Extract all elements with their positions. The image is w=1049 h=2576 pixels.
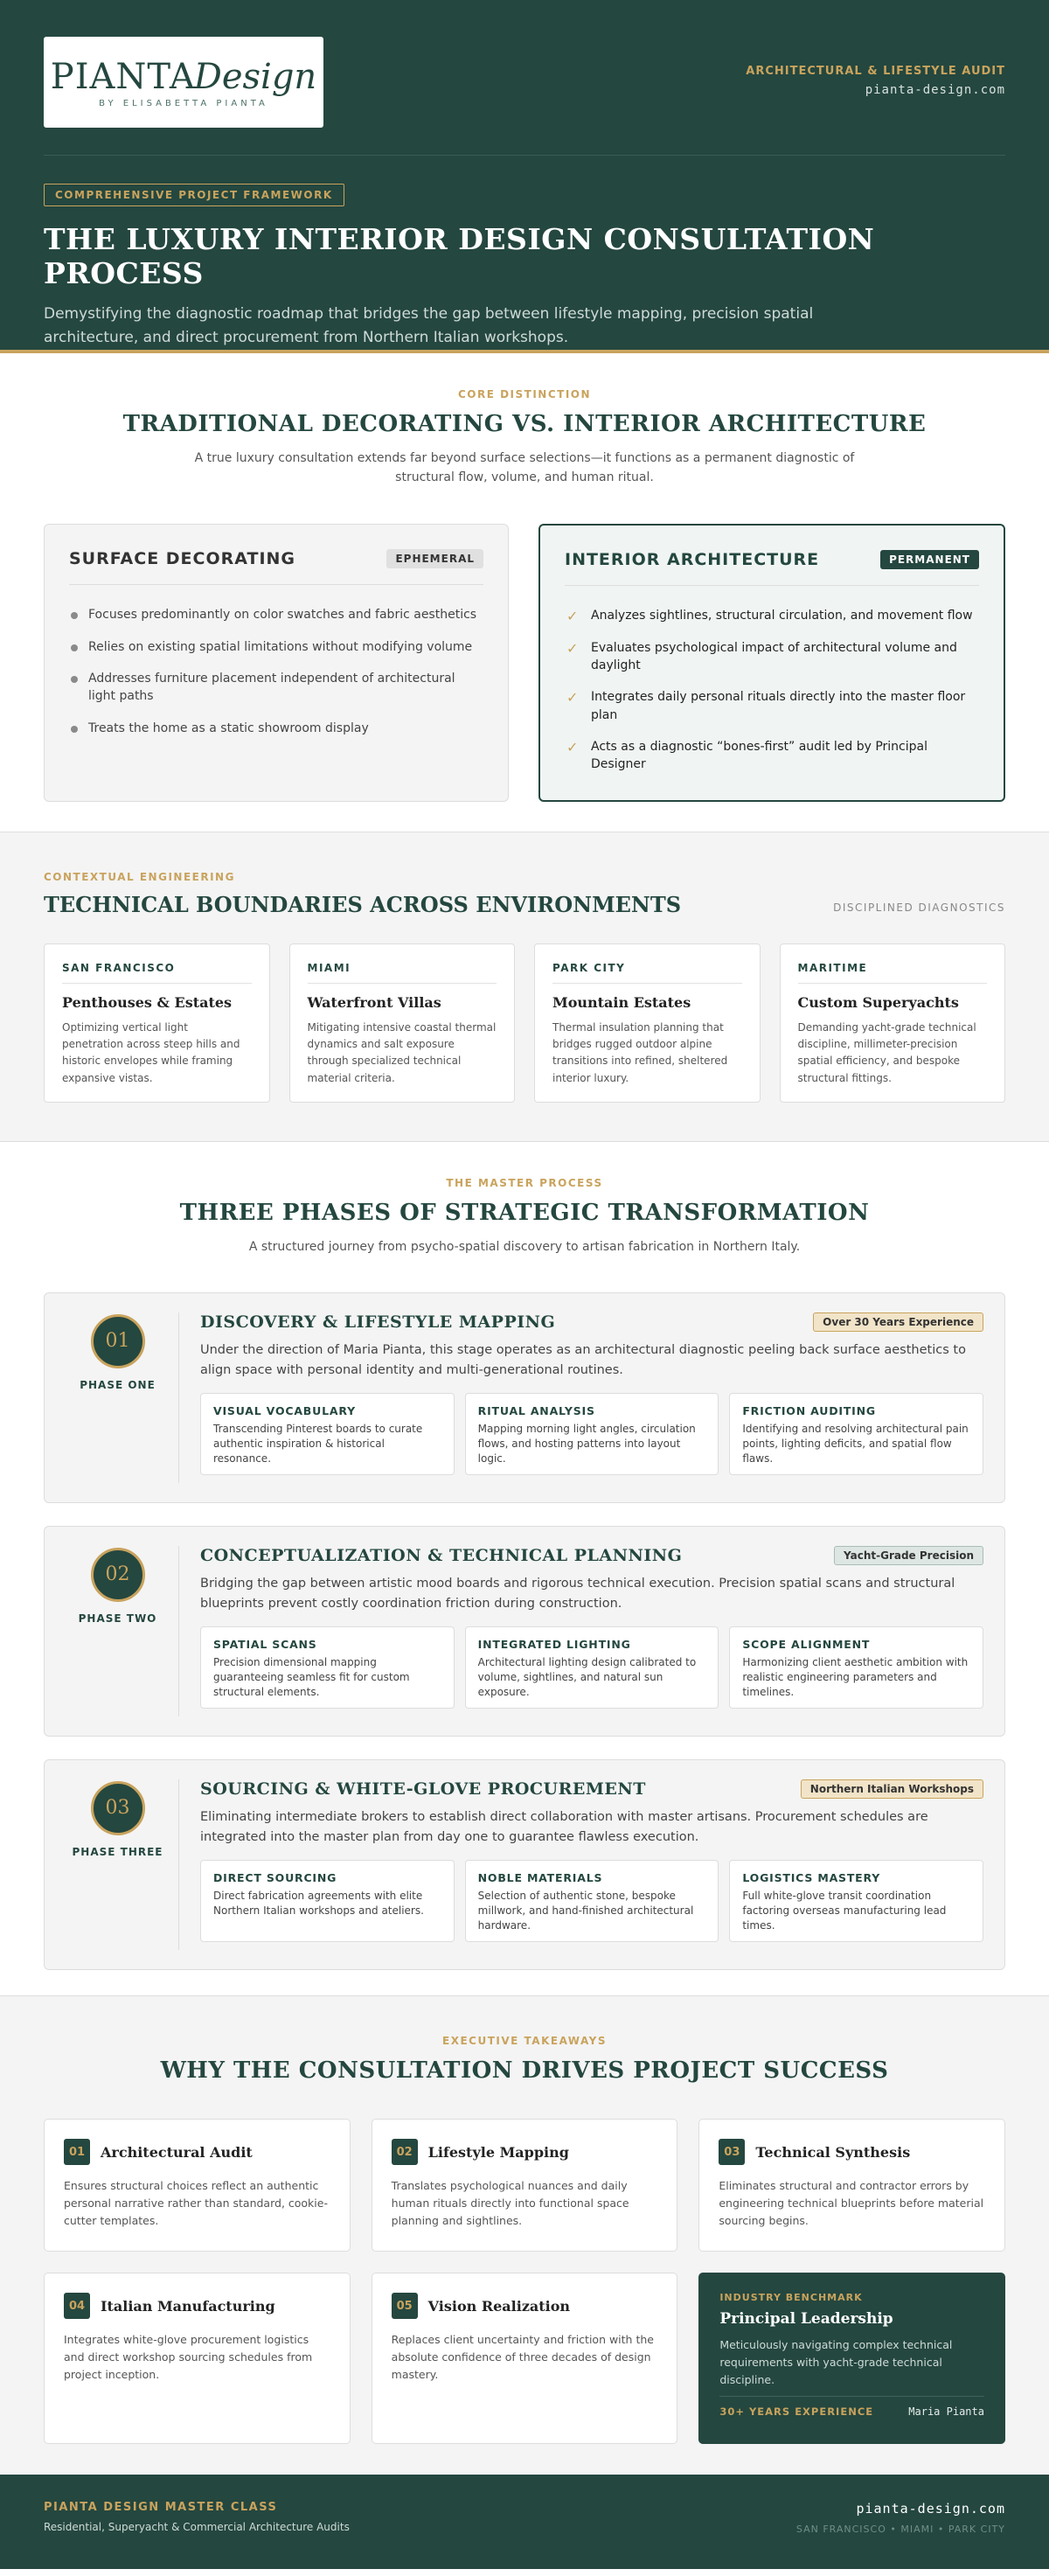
subitem-desc: Harmonizing client aesthetic ambition with realistic engineering parameters and timelines.: [742, 1656, 969, 1698]
phase-desc: Under the direction of Maria Pianta, this stage operates as an architectural diagnostic peeling back surface aesthetics to align space with personal identity and multi-generational routines.: [200, 1342, 966, 1377]
environments-eyebrow: CONTEXTUAL ENGINEERING: [44, 871, 235, 883]
footer-locations: SAN FRANCISCO • MIAMI • PARK CITY: [795, 2524, 1005, 2535]
phase-list: [44, 1292, 1005, 1970]
subitem-desc: Precision dimensional mapping guaranteeing seamless fit for custom structural elements.: [213, 1656, 410, 1698]
hero-top-bar: [44, 37, 1005, 156]
brand-logo[interactable]: [44, 37, 323, 128]
subitem-title: VISUAL VOCABULARY: [213, 1404, 356, 1418]
phase-badge: Over 30 Years Experience: [813, 1312, 983, 1332]
phase-marker: [66, 1312, 179, 1483]
phase-subitem: [729, 1626, 983, 1709]
phase-body: [200, 1312, 983, 1483]
page-footer: [0, 2475, 1049, 2569]
phase-label: PHASE TWO: [78, 1612, 157, 1625]
list-item: [565, 738, 979, 774]
phase-title-row: [200, 1779, 983, 1799]
subitem-title: SPATIAL SCANS: [213, 1638, 317, 1652]
phase-subitem: [200, 1860, 455, 1942]
benchmark-title: Principal Leadership: [719, 2310, 893, 2328]
phase-subitem: [729, 1393, 983, 1475]
phase-number: 02: [91, 1548, 145, 1602]
phase-number: 01: [91, 1314, 145, 1368]
environments-header: [44, 871, 1005, 917]
takeaway-desc: Eliminates structural and contractor errors by engineering technical blueprints before material sourcing begins.: [719, 2179, 984, 2227]
phase-subitem: [465, 1393, 719, 1475]
subitem-title: SCOPE ALIGNMENT: [742, 1638, 871, 1652]
subitem-desc: Architectural lighting design calibrated to volume, sightlines, and natural sun exposure.: [477, 1656, 697, 1698]
check-icon: ✓: [566, 738, 579, 755]
check-icon: ✓: [566, 639, 579, 657]
takeaway-card: [44, 2273, 351, 2444]
benchmark-desc: Meticulously navigating complex technical requirements with yacht-grade technical discipline.: [719, 2336, 984, 2397]
environment-desc: Optimizing vertical light penetration across steep hills and historic envelopes while framing expansive vistas.: [62, 1021, 240, 1084]
list-item-text: Analyzes sightlines, structural circulation, and movement flow: [591, 609, 973, 623]
environment-desc: Demanding yacht-grade technical discipline, millimeter-precision spatial efficiency, and bespoke structural fittings.: [797, 1021, 976, 1084]
footer-title: PIANTA DESIGN MASTER CLASS: [44, 2501, 278, 2514]
environment-city: MIAMI: [308, 962, 497, 984]
check-icon: ✓: [566, 689, 579, 707]
phase-card-three: [44, 1759, 1005, 1970]
environments-right-label: DISCIPLINED DIAGNOSTICS: [833, 902, 1005, 914]
footer-subtitle: Residential, Superyacht & Commercial Architecture Audits: [44, 2521, 350, 2533]
takeaway-header: [64, 2139, 330, 2165]
phase-title: CONCEPTUALIZATION & TECHNICAL PLANNING: [200, 1545, 683, 1565]
audit-info: [746, 37, 1005, 97]
takeaway-card: [698, 2119, 1005, 2252]
takeaway-number: 01: [64, 2139, 90, 2165]
takeaway-number: 04: [64, 2293, 90, 2319]
phase-title: SOURCING & WHITE-GLOVE PROCUREMENT: [200, 1779, 646, 1799]
surface-decorating-card: [44, 524, 509, 802]
takeaways-eyebrow: EXECUTIVE TAKEAWAYS: [442, 2035, 607, 2047]
phase-subitems: [200, 1860, 983, 1942]
takeaway-grid: [44, 2119, 1005, 2444]
phase-label: PHASE THREE: [72, 1845, 163, 1858]
benchmark-name: Maria Pianta: [908, 2405, 984, 2418]
takeaway-header: [392, 2139, 658, 2165]
phase-subitem: [729, 1860, 983, 1942]
architecture-card-title: INTERIOR ARCHITECTURE: [565, 550, 820, 570]
takeaway-card: [372, 2273, 678, 2444]
phase-subitem: [200, 1393, 455, 1475]
subitem-title: DIRECT SOURCING: [213, 1871, 337, 1885]
phase-subitem: [465, 1860, 719, 1942]
takeaway-name: Vision Realization: [427, 2297, 571, 2315]
phase-title: DISCOVERY & LIFESTYLE MAPPING: [200, 1312, 556, 1332]
takeaway-name: Architectural Audit: [101, 2143, 253, 2161]
phase-badge: Northern Italian Workshops: [801, 1779, 983, 1799]
list-item: [565, 607, 979, 624]
takeaway-name: Italian Manufacturing: [101, 2297, 275, 2315]
list-item-text: Acts as a diagnostic “bones-first” audit led by Principal Designer: [591, 739, 927, 772]
takeaway-header: [719, 2139, 985, 2165]
page-title: THE LUXURY INTERIOR DESIGN CONSULTATION PROCESS: [44, 222, 875, 290]
logo-script: Design: [193, 56, 317, 97]
takeaway-header: [392, 2293, 658, 2319]
takeaway-number: 02: [392, 2139, 418, 2165]
environment-name: Waterfront Villas: [307, 994, 441, 1011]
takeaway-header: [64, 2293, 330, 2319]
takeaway-desc: Replaces client uncertainty and friction with the absolute confidence of three decades of design mastery.: [391, 2333, 654, 2381]
interior-architecture-card: [538, 524, 1005, 802]
environment-city: MARITIME: [798, 962, 988, 984]
surface-card-title: SURFACE DECORATING: [69, 549, 296, 569]
environment-name: Penthouses & Estates: [62, 994, 233, 1011]
environment-city: SAN FRANCISCO: [62, 962, 252, 984]
logo-subtitle: BY ELISABETTA PIANTA: [99, 98, 268, 108]
takeaway-desc: Translates psychological nuances and daily human rituals directly into functional space planning and sightlines.: [391, 2179, 629, 2227]
phase-subitem: [200, 1626, 455, 1709]
environment-name: Custom Superyachts: [797, 994, 959, 1011]
process-section: [0, 1142, 1049, 1995]
environment-card-park-city: [534, 943, 761, 1103]
list-item: Addresses furniture placement independent of architectural light paths: [69, 670, 483, 706]
subitem-desc: Full white-glove transit coordination factoring overseas manufacturing lead times.: [742, 1890, 947, 1932]
architecture-card-header: [565, 550, 979, 586]
environment-city: PARK CITY: [552, 962, 742, 984]
subitem-title: LOGISTICS MASTERY: [742, 1871, 881, 1885]
framework-badge: COMPREHENSIVE PROJECT FRAMEWORK: [44, 184, 344, 206]
takeaway-name: Technical Synthesis: [755, 2143, 911, 2161]
logo-wordmark: [51, 57, 316, 97]
phase-subitem: [465, 1626, 719, 1709]
phase-title-row: [200, 1546, 983, 1565]
footer-left: [44, 2501, 350, 2533]
benchmark-footer: [719, 2405, 984, 2418]
process-subtitle: A structured journey from psycho-spatial discovery to artisan fabrication in Northern Italy.: [248, 1240, 801, 1254]
phase-card-two: [44, 1526, 1005, 1737]
phase-label: PHASE ONE: [80, 1378, 156, 1391]
check-icon: ✓: [566, 608, 579, 625]
phase-subitems: [200, 1393, 983, 1475]
distinction-title: TRADITIONAL DECORATING VS. INTERIOR ARCHITECTURE: [122, 411, 927, 437]
phase-subitems: [200, 1626, 983, 1709]
list-item: Treats the home as a static showroom display: [69, 720, 483, 737]
environments-section: [0, 832, 1049, 1142]
takeaways-section: [0, 1995, 1049, 2475]
subitem-desc: Mapping morning light angles, circulation flows, and hosting patterns into layout logic.: [477, 1423, 696, 1465]
environment-cards: [44, 943, 1005, 1103]
distinction-section: [0, 353, 1049, 832]
environment-card-maritime: [780, 943, 1006, 1103]
surface-card-header: [69, 549, 483, 585]
process-title: THREE PHASES OF STRATEGIC TRANSFORMATION: [179, 1200, 870, 1226]
environment-desc: Mitigating intensive coastal thermal dynamics and salt exposure through specialized technical material criteria.: [307, 1021, 497, 1084]
page-description: Demystifying the diagnostic roadmap that bridges the gap between lifestyle mapping, precision spatial architecture, and direct procurement from Northern Italian workshops.: [44, 305, 814, 347]
phase-marker: [66, 1779, 179, 1950]
footer-right: [796, 2501, 1005, 2535]
distinction-eyebrow: CORE DISTINCTION: [457, 388, 592, 400]
footer-url-link[interactable]: pianta-design.com: [856, 2501, 1005, 2517]
list-item-text: Evaluates psychological impact of architectural volume and daylight: [591, 640, 957, 672]
phase-number: 03: [91, 1781, 145, 1835]
environment-card-miami: [289, 943, 516, 1103]
subitem-title: INTEGRATED LIGHTING: [477, 1638, 631, 1652]
list-item: [565, 639, 979, 675]
subitem-desc: Direct fabrication agreements with elite Northern Italian workshops and ateliers.: [213, 1890, 424, 1917]
takeaway-number: 03: [719, 2139, 745, 2165]
permanent-tag: PERMANENT: [880, 550, 979, 569]
distinction-subtitle: A true luxury consultation extends far beyond surface selections—it functions as a permanent diagnostic of structural flow, volume, and human ritual.: [194, 451, 855, 484]
benchmark-card: [698, 2273, 1005, 2444]
takeaway-name: Lifestyle Mapping: [427, 2143, 569, 2161]
list-item: [565, 688, 979, 724]
phase-marker: [66, 1546, 179, 1716]
architecture-list: [565, 607, 979, 773]
benchmark-experience: 30+ YEARS EXPERIENCE: [719, 2405, 874, 2418]
takeaways-title: WHY THE CONSULTATION DRIVES PROJECT SUCCESS: [160, 2057, 889, 2084]
environment-card-san-francisco: [44, 943, 270, 1103]
takeaway-desc: Ensures structural choices reflect an authentic personal narrative rather than standard, cookie-cutter templates.: [64, 2179, 328, 2227]
list-item-text: Integrates daily personal rituals directly into the master floor plan: [591, 690, 966, 722]
subitem-title: NOBLE MATERIALS: [477, 1871, 603, 1885]
takeaway-desc: Integrates white-glove procurement logistics and direct workshop sourcing schedules from project inception.: [64, 2333, 313, 2381]
list-item: Relies on existing spatial limitations without modifying volume: [69, 638, 483, 656]
phase-badge: Yacht-Grade Precision: [834, 1546, 983, 1565]
phase-title-row: [200, 1312, 983, 1332]
surface-list: [69, 606, 483, 736]
comparison-cards: [44, 524, 1005, 802]
environments-title: TECHNICAL BOUNDARIES ACROSS ENVIRONMENTS: [44, 892, 682, 917]
benchmark-eyebrow: INDUSTRY BENCHMARK: [719, 2292, 863, 2303]
subitem-desc: Selection of authentic stone, bespoke millwork, and hand-finished architectural hardware.: [477, 1890, 694, 1932]
subitem-desc: Transcending Pinterest boards to curate authentic inspiration & historical resonance.: [213, 1423, 423, 1465]
phase-body: [200, 1546, 983, 1716]
ephemeral-tag: EPHEMERAL: [386, 549, 483, 568]
logo-word: PIANTA: [50, 56, 196, 97]
phase-desc: Eliminating intermediate brokers to establish direct collaboration with master artisans. Procurement schedules are integrated into the master plan from day one to guarantee flawless execution.: [200, 1809, 928, 1844]
process-eyebrow: THE MASTER PROCESS: [446, 1177, 603, 1189]
hero-header: [0, 0, 1049, 353]
phase-body: [200, 1779, 983, 1950]
environment-name: Mountain Estates: [552, 994, 691, 1011]
phase-desc: Bridging the gap between artistic mood boards and rigorous technical execution. Precision spatial scans and structural blueprints prevent costly coordination friction during construction.: [200, 1576, 955, 1611]
environment-desc: Thermal insulation planning that bridges rugged outdoor alpine transitions into refined, sheltered interior luxury.: [552, 1021, 728, 1084]
header-url-link[interactable]: pianta-design.com: [865, 83, 1005, 97]
subitem-title: RITUAL ANALYSIS: [477, 1404, 595, 1418]
phase-card-one: [44, 1292, 1005, 1503]
list-item: Focuses predominantly on color swatches and fabric aesthetics: [69, 606, 483, 623]
audit-label: ARCHITECTURAL & LIFESTYLE AUDIT: [746, 65, 1005, 78]
subitem-desc: Identifying and resolving architectural pain points, lighting deficits, and spatial flow flaws.: [742, 1423, 969, 1465]
takeaway-card: [44, 2119, 351, 2252]
takeaway-number: 05: [392, 2293, 418, 2319]
subitem-title: FRICTION AUDITING: [742, 1404, 876, 1418]
takeaway-card: [372, 2119, 678, 2252]
